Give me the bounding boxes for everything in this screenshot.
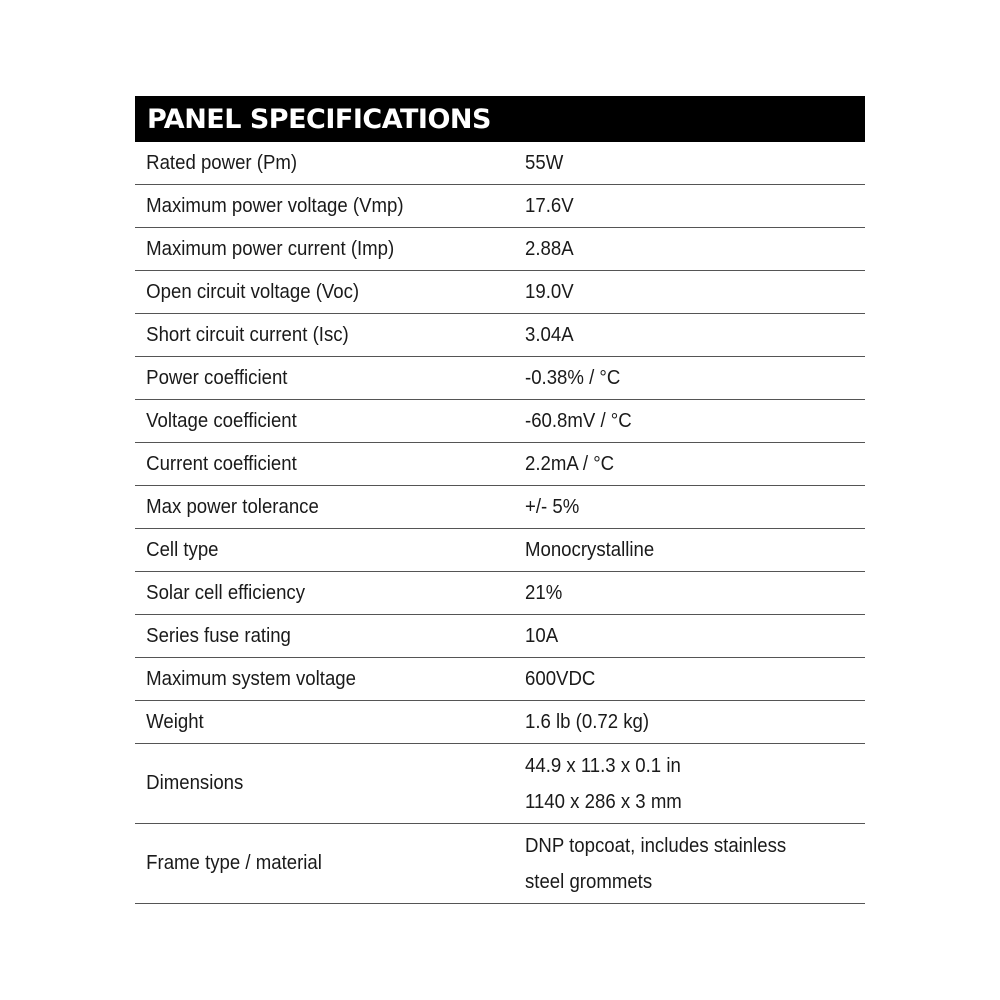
table-row bbox=[135, 443, 865, 486]
spec-table bbox=[135, 96, 865, 904]
spec-label: Maximum power current (Imp) bbox=[146, 237, 395, 260]
spec-label: Solar cell efficiency bbox=[146, 581, 306, 604]
spec-value: 19.0V bbox=[525, 281, 574, 303]
table-row bbox=[135, 314, 865, 357]
table-row bbox=[135, 701, 865, 744]
spec-value: 3.04A bbox=[525, 324, 574, 346]
table-row bbox=[135, 529, 865, 572]
spec-label: Series fuse rating bbox=[146, 624, 291, 647]
spec-value: 17.6V bbox=[525, 195, 574, 217]
spec-label: Maximum system voltage bbox=[146, 667, 356, 690]
spec-label: Max power tolerance bbox=[146, 495, 319, 518]
table-row bbox=[135, 357, 865, 400]
spec-label: Maximum power voltage (Vmp) bbox=[146, 194, 404, 217]
spec-label: Voltage coefficient bbox=[146, 409, 297, 432]
spec-label: Short circuit current (Isc) bbox=[146, 323, 349, 346]
table-row bbox=[135, 572, 865, 615]
spec-label: Dimensions bbox=[146, 772, 244, 794]
spec-value: 2.2mA / °C bbox=[525, 453, 615, 475]
table-row bbox=[135, 142, 865, 185]
spec-label: Rated power (Pm) bbox=[146, 151, 298, 174]
table-row bbox=[135, 744, 865, 824]
spec-table-title: PANEL SPECIFICATIONS bbox=[135, 96, 865, 142]
spec-value: 55W bbox=[525, 152, 564, 174]
spec-value: +/- 5% bbox=[525, 496, 580, 518]
spec-value: -60.8mV / °C bbox=[525, 410, 632, 432]
spec-value: DNP topcoat, includes stainless steel grommets bbox=[525, 834, 787, 893]
spec-label: Weight bbox=[146, 710, 204, 733]
spec-value: 21% bbox=[525, 582, 563, 604]
table-row bbox=[135, 185, 865, 228]
spec-label: Cell type bbox=[146, 538, 219, 561]
spec-value: 10A bbox=[525, 625, 559, 647]
table-row bbox=[135, 486, 865, 529]
spec-value: 600VDC bbox=[525, 668, 596, 690]
spec-value: 2.88A bbox=[525, 238, 574, 260]
spec-value: 1.6 lb (0.72 kg) bbox=[525, 711, 650, 733]
spec-value: 44.9 x 11.3 x 0.1 in 1140 x 286 x 3 mm bbox=[525, 754, 682, 813]
table-row bbox=[135, 228, 865, 271]
table-row bbox=[135, 658, 865, 701]
spec-label: Current coefficient bbox=[146, 452, 297, 475]
table-row bbox=[135, 400, 865, 443]
spec-label: Open circuit voltage (Voc) bbox=[146, 280, 360, 303]
spec-value: Monocrystalline bbox=[525, 539, 655, 561]
spec-label: Frame type / material bbox=[146, 852, 322, 874]
table-row bbox=[135, 824, 865, 904]
table-row bbox=[135, 615, 865, 658]
spec-value: -0.38% / °C bbox=[525, 367, 621, 389]
spec-label: Power coefficient bbox=[146, 366, 288, 389]
table-row bbox=[135, 271, 865, 314]
